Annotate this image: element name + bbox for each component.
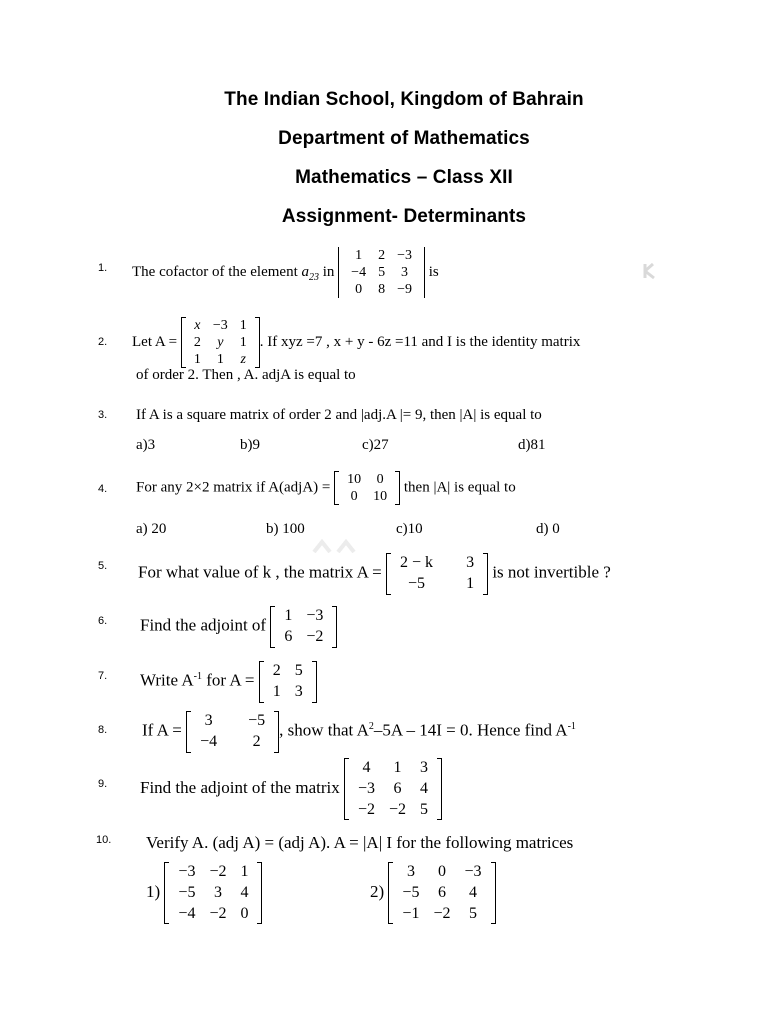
subject-title: Mathematics – Class XII xyxy=(295,167,513,188)
question-text: For any 2×2 matrix if A(adjA) = 10 0 0 10 then |A| is equal to xyxy=(136,472,516,505)
question-text: Write $A^{-1}$ for A = 2 5 1 3 xyxy=(140,661,317,703)
matrix-inverse: 2 5 1 3 xyxy=(259,661,317,703)
option-c: c)10 xyxy=(396,521,423,537)
matrix-1: −3 −2 1 −5 3 4 −4 −2 0 xyxy=(164,862,262,924)
question-number: 9. xyxy=(98,778,108,790)
option-b: b) 100 xyxy=(266,521,305,537)
department-title: Department of Mathematics xyxy=(278,128,530,149)
question-number: 3. xyxy=(98,409,108,421)
matrix-k: 2 − k 3 −5 1 xyxy=(386,553,488,595)
question-text: Verify A. (adj A) = (adj A). A = |A| I for the following matrices xyxy=(146,833,574,852)
option-a: a) 20 xyxy=(136,521,167,537)
question-number: 6. xyxy=(98,615,108,627)
matrix-a: x −3 1 2 y 1 1 1 z xyxy=(181,317,260,368)
option-d: d)81 xyxy=(518,437,546,453)
option-a: a)3 xyxy=(136,437,156,453)
assignment-title: Assignment- Determinants xyxy=(281,206,527,227)
question-number: 4. xyxy=(98,483,108,495)
question-number: 7. xyxy=(98,670,108,682)
question-number: 10. xyxy=(96,834,112,846)
sub-question-1: 1) −3 −2 1 −5 3 4 −4 −2 0 xyxy=(146,862,262,924)
question-text: Find the adjoint of 1 −3 6 −2 xyxy=(140,606,337,648)
watermark-mark-2 xyxy=(312,539,372,553)
cofactor-matrix: 1 2 −3 −4 5 3 0 8 −9 xyxy=(338,247,425,298)
matrix-adj: 10 0 0 10 xyxy=(334,471,400,505)
question-number: 2. xyxy=(98,336,108,348)
watermark-mark xyxy=(642,262,656,280)
question-number: 8. xyxy=(98,724,108,736)
matrix-adjoint-3x3: 4 1 3 −3 6 4 −2 −2 5 xyxy=(344,758,442,820)
matrix-a: 3 −5 −4 2 xyxy=(186,711,279,753)
question-text: Find the adjoint of the matrix 4 1 3 −3 6 4 −2 −2 5 xyxy=(140,758,442,820)
option-c: c)27 xyxy=(362,437,389,453)
question-text: For what value of k , the matrix A = 2 − k 3 −5 1 is not invertible ? xyxy=(138,553,611,595)
question-text: The cofactor of the element $a_{23}$ in 1 2 −3 −4 5 3 0 8 −9 is xyxy=(132,248,439,298)
question-number: 5. xyxy=(98,560,108,572)
option-b: b)9 xyxy=(240,437,260,453)
option-d: d) 0 xyxy=(536,521,560,537)
question-text-line2: of order 2. Then , A. adjA is equal to xyxy=(136,367,356,383)
question-text: If A = 3 −5 −4 2 , show that $A^2-5A - 14I = 0$. Hence find $A^{-1}$ xyxy=(142,711,576,753)
question-text: If A is a square matrix of order 2 and |adj.A |= 9, then |A| is equal to xyxy=(136,407,542,423)
matrix-2: 3 0 −3 −5 6 4 −1 −2 5 xyxy=(388,862,495,924)
question-number: 1. xyxy=(98,262,108,274)
matrix-adjoint-2x2: 1 −3 6 −2 xyxy=(270,606,337,648)
school-title: The Indian School, Kingdom of Bahrain xyxy=(224,89,584,110)
sub-question-2: 2) 3 0 −3 −5 6 4 −1 −2 5 xyxy=(370,862,496,924)
question-text: Let A = x −3 1 2 y 1 1 1 z . If xyz =7 , x + y - 6z =11 and I is the identity matrix xyxy=(132,318,581,368)
